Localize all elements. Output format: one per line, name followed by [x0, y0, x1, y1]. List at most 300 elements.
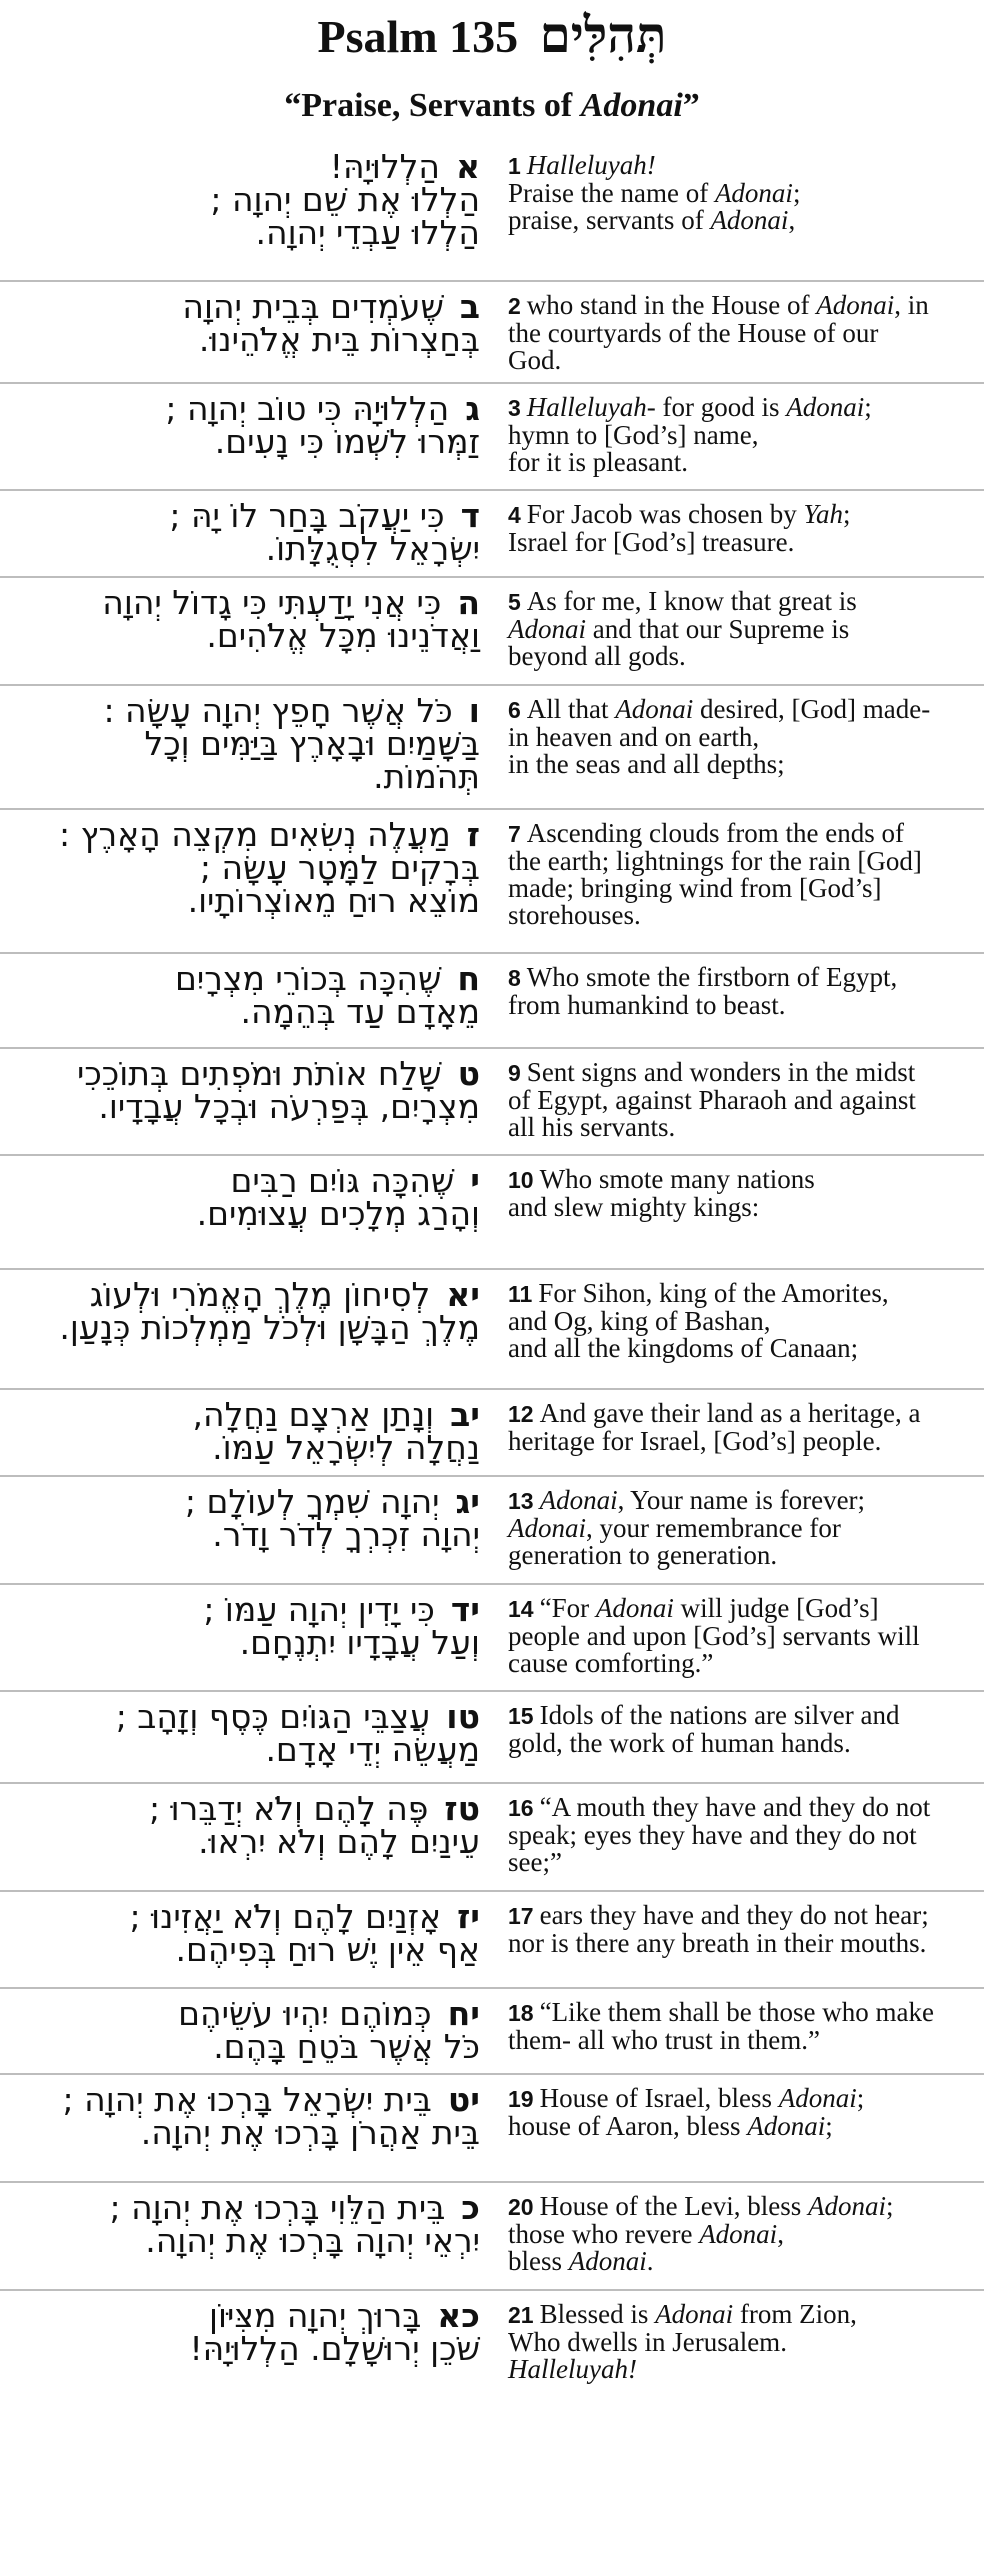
- english-line: [508, 1487, 970, 1515]
- hebrew-verse-number: כ: [461, 2188, 480, 2227]
- english-text: who stand in the House of: [526, 290, 817, 320]
- verse-divider: [0, 576, 984, 578]
- hebrew-text: מֵאָדָם עַד בְּהֵמָה.: [240, 992, 480, 1031]
- hebrew-text: וַאֲדֹנֵינוּ מִכָּל אֱלֹהִים.: [206, 616, 480, 655]
- verse-divider: [0, 1047, 984, 1049]
- hebrew-verse-number: ד: [460, 496, 480, 535]
- hebrew-verse-number: ו: [468, 691, 480, 730]
- english-text: and slew mighty kings:: [508, 1192, 760, 1222]
- hebrew-verse-number: ט: [457, 1054, 480, 1093]
- verse-divider: [0, 2181, 984, 2183]
- hebrew-text: יְהוָה שִׁמְךָ לְעוֹלָם ;: [184, 1482, 440, 1521]
- english-line: [508, 1280, 970, 1308]
- english-text: For Sihon, king of the Amorites,: [538, 1278, 889, 1308]
- hebrew-line: [20, 1054, 480, 1093]
- english-line: [508, 751, 970, 778]
- english-line: [508, 1730, 970, 1757]
- verse-number: 15: [508, 1703, 534, 1729]
- hebrew-verse-number: ח: [457, 959, 480, 998]
- verse-hebrew: [20, 1395, 480, 1467]
- hebrew-text: כְּמוֹהֶם יִהְיוּ עֹשֵׂיהֶם: [178, 1994, 432, 2033]
- english-italic-text: Adonai: [714, 178, 793, 208]
- hebrew-verse-number: י: [470, 1161, 480, 1200]
- english-italic-text: Adonai: [539, 1485, 618, 1515]
- english-text: Ascending clouds from the ends of: [526, 818, 904, 848]
- english-italic-text: Adonai: [595, 1593, 674, 1623]
- hebrew-text: וְעַל עֲבָדָיו יִתְנֶחָם.: [239, 1623, 480, 1662]
- verse-divider: [0, 2073, 984, 2075]
- hebrew-line: [20, 691, 480, 730]
- verse-english: [508, 1702, 970, 1757]
- english-text: house of Aaron, bless: [508, 2111, 748, 2141]
- english-line: [508, 1999, 970, 2027]
- verse-hebrew: [20, 583, 480, 655]
- verse-english: [508, 696, 970, 778]
- english-line: [508, 1335, 970, 1362]
- hebrew-text: עֲצַבֵּי הַגּוֹיִם כֶּסֶף וְזָהָב ;: [115, 1697, 431, 1736]
- hebrew-line: [20, 213, 480, 252]
- english-line: [508, 2193, 970, 2221]
- verse-number: 12: [508, 1401, 534, 1427]
- english-italic-text: Adonai: [808, 2191, 887, 2221]
- hebrew-verse-number: יד: [450, 1590, 480, 1629]
- verse-number: 4: [508, 502, 521, 528]
- english-line: [508, 1702, 970, 1730]
- verse-english: [508, 1595, 970, 1677]
- verse-number: 11: [508, 1281, 533, 1307]
- verse-hebrew: [20, 815, 480, 920]
- english-line: [508, 1902, 970, 1930]
- hebrew-line: [20, 389, 480, 428]
- english-text: people and upon [God’s] servants will: [508, 1621, 920, 1651]
- hebrew-verse-number: ב: [459, 287, 480, 326]
- english-text: Idols of the nations are silver and: [539, 1700, 900, 1730]
- hebrew-line: [20, 616, 480, 655]
- english-line: [508, 848, 970, 875]
- verse-number: 2: [508, 293, 521, 319]
- english-line: [508, 696, 970, 724]
- verse-number: 9: [508, 1060, 521, 1086]
- english-text: of Egypt, against Pharaoh and against: [508, 1085, 916, 1115]
- english-italic-text: Halleluyah!: [508, 2354, 637, 2384]
- hebrew-text: כֹּל אֲשֶׁר חָפֵץ יְהוָה עָשָׂה :: [103, 691, 453, 730]
- hebrew-line: [20, 959, 480, 998]
- hebrew-line: [20, 147, 480, 186]
- hebrew-text: הַלְלוּ אֶת שֵׁם יְהוָה ;: [210, 180, 480, 219]
- hebrew-line: [20, 1697, 480, 1736]
- verse-divider: [0, 1583, 984, 1585]
- english-text: Israel for [God’s] treasure.: [508, 527, 795, 557]
- english-line: [508, 2329, 970, 2356]
- verse-number: 1: [508, 153, 521, 179]
- hebrew-line: [20, 815, 480, 854]
- hebrew-line: [20, 1515, 480, 1554]
- verse-hebrew: [20, 147, 480, 252]
- english-text: Praise the name of: [508, 178, 715, 208]
- verse-english: [508, 588, 970, 670]
- english-text: from humankind to beast.: [508, 990, 786, 1020]
- english-italic-text: Adonai: [747, 2111, 826, 2141]
- hebrew-text: נַחֲלָה לְיִשְׂרָאֵל עַמּוֹ.: [212, 1428, 480, 1467]
- hebrew-text: בְּחַצְרוֹת בֵּית אֱלֹהֵינוּ.: [198, 320, 480, 359]
- english-italic-text: Adonai: [816, 290, 895, 320]
- english-line: [508, 1794, 970, 1822]
- english-line: [508, 820, 970, 848]
- verse-divider: [0, 1388, 984, 1390]
- english-text: made; bringing wind from [God’s]: [508, 873, 882, 903]
- hebrew-line: [20, 1789, 480, 1828]
- verse-english: [508, 292, 970, 374]
- hebrew-line: [20, 992, 480, 1031]
- verse-number: 10: [508, 1167, 534, 1193]
- english-text: gold, the work of human hands.: [508, 1728, 851, 1758]
- english-line: [508, 1194, 970, 1221]
- english-line: [508, 2113, 970, 2140]
- english-line: [508, 529, 970, 556]
- english-text: all his servants.: [508, 1112, 676, 1142]
- english-italic-text: Adonai: [615, 694, 694, 724]
- verse-divider: [0, 1475, 984, 1477]
- hebrew-verse-number: ז: [466, 815, 480, 854]
- english-line: [508, 1650, 970, 1677]
- verse-divider: [0, 808, 984, 810]
- hebrew-text: בֵּית אַהֲרֹן בָּרְכוּ אֶת יְהוָה.: [140, 2113, 480, 2152]
- hebrew-verse-number: ה: [457, 583, 480, 622]
- english-text: God.: [508, 345, 562, 375]
- english-text: and that our Supreme is: [586, 614, 850, 644]
- english-text: , Your name is forever;: [617, 1485, 866, 1515]
- english-italic-text: Adonai: [508, 614, 586, 644]
- english-line: [508, 180, 970, 207]
- english-line: [508, 1308, 970, 1335]
- english-text: And gave their land as a heritage, a: [539, 1398, 921, 1428]
- hebrew-text: יִרְאֵי יְהוָה בָּרְכוּ אֶת יְהוָה.: [145, 2221, 480, 2260]
- english-line: [508, 1400, 970, 1428]
- english-text: desired, [God] made-: [693, 694, 931, 724]
- english-line: [508, 875, 970, 902]
- verse-hebrew: [20, 1994, 480, 2066]
- hebrew-verse-number: יא: [446, 1275, 480, 1314]
- subtitle-suffix: ”: [682, 87, 700, 124]
- english-text: ;: [886, 2191, 894, 2221]
- verse-hebrew: [20, 496, 480, 568]
- hebrew-text: בָּרוּךְ יְהוָה מִצִּיּוֹן: [209, 2296, 422, 2335]
- hebrew-text: שֶׁהִכָּה בְּכוֹרֵי מִצְרָיִם: [174, 959, 442, 998]
- verse-english: [508, 1794, 970, 1876]
- verse-english: [508, 1166, 970, 1221]
- english-line: [508, 902, 970, 929]
- subtitle-prefix: “Praise, Servants of: [284, 87, 581, 124]
- hebrew-line: [20, 320, 480, 359]
- english-line: [508, 2027, 970, 2054]
- hebrew-verse-number: טז: [444, 1789, 480, 1828]
- verse-english: [508, 1902, 970, 1957]
- english-line: [508, 2248, 970, 2275]
- verse-hebrew: [20, 1897, 480, 1969]
- hebrew-line: [20, 1194, 480, 1233]
- hebrew-text: בְּרָקִים לַמָּטָר עָשָׂה ;: [199, 848, 480, 887]
- english-italic-text: Adonai: [778, 2083, 857, 2113]
- english-text: praise, servants of: [508, 205, 711, 235]
- verse-divider: [0, 1782, 984, 1784]
- english-text: nor is there any breath in their mouths.: [508, 1928, 927, 1958]
- verse-divider: [0, 382, 984, 384]
- english-line: [508, 347, 970, 374]
- english-line: [508, 643, 970, 670]
- hebrew-line: [20, 1994, 480, 2033]
- english-text: Who smote the firstborn of Egypt,: [526, 962, 898, 992]
- english-text: , in: [894, 290, 929, 320]
- english-line: [508, 724, 970, 751]
- hebrew-text: כֹּל אֲשֶׁר בֹּטֵחַ בָּהֶם.: [213, 2027, 480, 2066]
- english-line: [508, 152, 970, 180]
- verse-number: 6: [508, 697, 521, 723]
- english-text: ears they have and they do not hear;: [539, 1900, 929, 1930]
- english-text: for it is pleasant.: [508, 447, 688, 477]
- hebrew-text: וְהָרַג מְלָכִים עֲצוּמִים.: [196, 1194, 480, 1233]
- verse-number: 14: [508, 1596, 534, 1622]
- english-text: ;: [792, 178, 801, 208]
- english-line: [508, 1087, 970, 1114]
- english-italic-text: Adonai: [655, 2299, 734, 2329]
- english-text: bless: [508, 2246, 569, 2276]
- hebrew-line: [20, 1087, 480, 1126]
- page-subtitle: [0, 84, 984, 128]
- hebrew-line: [20, 180, 480, 219]
- verse-hebrew: [20, 691, 480, 796]
- verse-number: 19: [508, 2086, 534, 2112]
- verse-hebrew: [20, 1697, 480, 1769]
- hebrew-text: שֶׁעֹמְדִים בְּבֵית יְהוָה: [182, 287, 444, 326]
- english-text: hymn to [God’s] name,: [508, 420, 759, 450]
- english-line: [508, 2356, 970, 2383]
- english-line: [508, 207, 970, 234]
- verse-hebrew: [20, 2188, 480, 2260]
- hebrew-verse-number: יח: [447, 1994, 480, 2033]
- english-text: - for good is: [646, 392, 787, 422]
- hebrew-text: מִצְרָיִם, בְּפַרְעֹה וּבְכָל עֲבָדָיו.: [98, 1087, 480, 1126]
- hebrew-text: מַעֲלֶה נְשִׂאִים מִקְצֵה הָאָרֶץ :: [59, 815, 451, 854]
- title-hebrew: תְּהִלִּים: [539, 7, 667, 63]
- hebrew-line: [20, 583, 480, 622]
- hebrew-text: יְהוָה זִכְרְךָ לְדֹר וָדֹר.: [212, 1515, 480, 1554]
- english-line: [508, 1114, 970, 1141]
- verse-divider: [0, 280, 984, 282]
- verse-english: [508, 2301, 970, 2383]
- english-line: [508, 394, 970, 422]
- hebrew-line: [20, 2221, 480, 2260]
- subtitle-italic: Adonai: [580, 87, 683, 124]
- english-line: [508, 292, 970, 320]
- verse-divider: [0, 684, 984, 686]
- english-text: ;: [864, 392, 872, 422]
- english-line: [508, 1930, 970, 1957]
- english-italic-text: Halleluyah!: [526, 150, 656, 180]
- hebrew-line: [20, 1930, 480, 1969]
- hebrew-line: [20, 1161, 480, 1200]
- hebrew-line: [20, 422, 480, 461]
- verse-number: 7: [508, 821, 521, 847]
- verse-number: 20: [508, 2194, 534, 2220]
- english-italic-text: Adonai: [568, 2246, 647, 2276]
- english-line: [508, 320, 970, 347]
- verse-hebrew: [20, 2296, 480, 2368]
- hebrew-line: [20, 757, 480, 796]
- hebrew-text: אָזְנַיִם לָהֶם וְלֹא יַאֲזִינוּ ;: [129, 1897, 442, 1936]
- hebrew-text: בֵּית הַלֵּוִי בָּרְכוּ אֶת יְהוָה ;: [109, 2188, 446, 2227]
- english-text: generation to generation.: [508, 1540, 778, 1570]
- english-text: Who smote many nations: [539, 1164, 815, 1194]
- english-line: [508, 616, 970, 643]
- verse-number: 16: [508, 1795, 534, 1821]
- hebrew-text: הַלְלוּיָהּ!: [329, 147, 440, 186]
- verse-hebrew: [20, 959, 480, 1031]
- english-text: speak; eyes they have and they do not: [508, 1820, 917, 1850]
- english-line: [508, 1166, 970, 1194]
- english-text: from Zion,: [733, 2299, 857, 2329]
- english-line: [508, 1595, 970, 1623]
- english-text: them- all who trust in them.”: [508, 2025, 820, 2055]
- hebrew-text: יִשְׂרָאֵל לִסְגֻלָּתוֹ.: [265, 529, 480, 568]
- hebrew-text: וְנָתַן אַרְצָם נַחֲלָה,: [192, 1395, 435, 1434]
- hebrew-line: [20, 881, 480, 920]
- hebrew-text: זַמְּרוּ לִשְׁמוֹ כִּי נָעִים.: [214, 422, 480, 461]
- english-text: those who revere: [508, 2219, 700, 2249]
- english-text: Blessed is: [539, 2299, 656, 2329]
- verse-divider: [0, 489, 984, 491]
- hebrew-verse-number: כא: [437, 2296, 480, 2335]
- english-line: [508, 1515, 970, 1542]
- verse-divider: [0, 952, 984, 954]
- verse-english: [508, 1487, 970, 1569]
- english-italic-text: Adonai: [786, 392, 865, 422]
- hebrew-line: [20, 2027, 480, 2066]
- english-line: [508, 2085, 970, 2113]
- hebrew-text: פֶּה לָהֶם וְלֹא יְדַבֵּרוּ ;: [149, 1789, 429, 1828]
- english-text: storehouses.: [508, 900, 641, 930]
- hebrew-line: [20, 1275, 480, 1314]
- hebrew-line: [20, 1730, 480, 1769]
- hebrew-line: [20, 1623, 480, 1662]
- hebrew-line: [20, 1308, 480, 1347]
- english-italic-text: Yah: [803, 499, 844, 529]
- english-line: [508, 1428, 970, 1455]
- english-line: [508, 1623, 970, 1650]
- verse-number: 3: [508, 395, 521, 421]
- hebrew-verse-number: יט: [447, 2080, 480, 2119]
- verse-english: [508, 1999, 970, 2054]
- verse-hebrew: [20, 1789, 480, 1861]
- verse-english: [508, 394, 970, 476]
- hebrew-line: [20, 287, 480, 326]
- verse-divider: [0, 1154, 984, 1156]
- verse-divider: [0, 1690, 984, 1692]
- verse-number: 18: [508, 2000, 534, 2026]
- english-line: [508, 422, 970, 449]
- english-text: beyond all gods.: [508, 641, 686, 671]
- hebrew-line: [20, 1395, 480, 1434]
- verse-hebrew: [20, 389, 480, 461]
- hebrew-text: הַלְלוּיָהּ כִּי טוֹב יְהוָה ;: [165, 389, 450, 428]
- hebrew-line: [20, 1590, 480, 1629]
- english-text: ;: [856, 2083, 865, 2113]
- hebrew-line: [20, 724, 480, 763]
- english-line: [508, 449, 970, 476]
- english-line: [508, 501, 970, 529]
- hebrew-line: [20, 2113, 480, 2152]
- english-text: ,: [788, 205, 796, 235]
- verse-divider: [0, 1268, 984, 1270]
- hebrew-verse-number: א: [455, 147, 480, 186]
- verse-number: 17: [508, 1903, 534, 1929]
- verse-hebrew: [20, 1590, 480, 1662]
- hebrew-text: בַּשָּׁמַיִם וּבָאָרֶץ בַּיַּמִּים וְכָל: [144, 724, 480, 763]
- hebrew-text: מַעֲשֵׂה יְדֵי אָדָם.: [265, 1730, 480, 1769]
- page-title: [0, 6, 984, 66]
- hebrew-text: לְסִיחוֹן מֶלֶךְ הָאֱמֹרִי וּלְעוֹג: [89, 1275, 431, 1314]
- english-text: will judge [God’s]: [673, 1593, 879, 1623]
- hebrew-text: הַלְלוּ עַבְדֵי יְהוָה.: [255, 213, 480, 252]
- verse-english: [508, 964, 970, 1019]
- hebrew-text: כִּי אֲנִי יָדַעְתִּי כִּי גָדוֹל יְהוָה: [102, 583, 442, 622]
- verse-english: [508, 2085, 970, 2140]
- hebrew-line: [20, 2296, 480, 2335]
- hebrew-verse-number: ג: [465, 389, 480, 428]
- verse-hebrew: [20, 2080, 480, 2152]
- verse-hebrew: [20, 1275, 480, 1347]
- english-text: cause comforting.”: [508, 1648, 714, 1678]
- english-text: Sent signs and wonders in the midst: [526, 1057, 916, 1087]
- verse-divider: [0, 1890, 984, 1892]
- english-line: [508, 992, 970, 1019]
- english-text: in the seas and all depths;: [508, 749, 785, 779]
- english-text: in heaven and on earth,: [508, 722, 760, 752]
- english-line: [508, 588, 970, 616]
- hebrew-text: שָׁלַח אוֹתֹת וּמֹפְתִים בְּתוֹכֵכִי: [76, 1054, 442, 1093]
- english-line: [508, 1542, 970, 1569]
- english-text: and Og, king of Bashan,: [508, 1306, 771, 1336]
- english-italic-text: Adonai: [699, 2219, 778, 2249]
- english-line: [508, 2221, 970, 2248]
- english-text: All that: [526, 694, 616, 724]
- english-line: [508, 1849, 970, 1876]
- hebrew-text: כִּי יַעֲקֹב בָּחַר לוֹ יָהּ ;: [169, 496, 445, 535]
- english-text: House of the Levi, bless: [539, 2191, 809, 2221]
- english-text: heritage for Israel, [God’s] people.: [508, 1426, 882, 1456]
- hebrew-line: [20, 1482, 480, 1521]
- verse-english: [508, 820, 970, 929]
- verse-hebrew: [20, 1482, 480, 1554]
- english-line: [508, 1059, 970, 1087]
- hebrew-line: [20, 848, 480, 887]
- english-italic-text: Adonai: [508, 1513, 586, 1543]
- hebrew-verse-number: יג: [455, 1482, 480, 1521]
- english-italic-text: Adonai: [710, 205, 789, 235]
- verse-english: [508, 501, 970, 556]
- verse-english: [508, 1059, 970, 1141]
- hebrew-text: בֵּית יִשְׂרָאֵל בָּרְכוּ אֶת יְהוָה ;: [62, 2080, 432, 2119]
- english-text: ;: [843, 499, 851, 529]
- english-text: , your remembrance for: [586, 1513, 841, 1543]
- verse-english: [508, 1280, 970, 1362]
- verse-number: 13: [508, 1488, 534, 1514]
- hebrew-line: [20, 2188, 480, 2227]
- english-text: ;: [825, 2111, 833, 2141]
- hebrew-line: [20, 2080, 480, 2119]
- verse-number: 21: [508, 2302, 534, 2328]
- english-text: ,: [777, 2219, 784, 2249]
- english-text: the earth; lightnings for the rain [God]: [508, 846, 922, 876]
